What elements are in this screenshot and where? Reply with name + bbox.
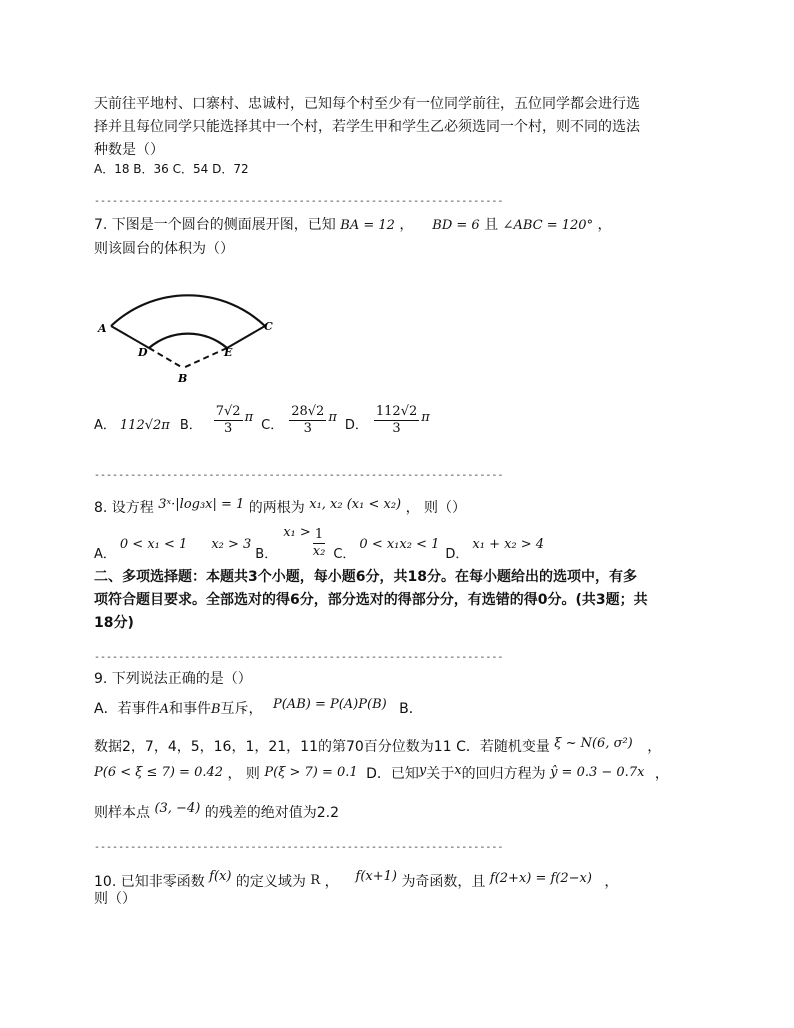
label-e: E: [224, 346, 233, 359]
q7-opt-c-label: C．: [261, 418, 284, 433]
q8-opt-a2: x₂ > 3: [211, 537, 252, 552]
section2-line-2: 项符合题目要求。全部选对的得6分，部分选对的得部分分，有选错的得0分。(共3题；共: [94, 592, 648, 608]
q9-stem: 9. 下列说法正确的是（）: [94, 671, 252, 687]
q7-opt-c-fraction: $\frac{28√2}{3}$: [291, 404, 325, 436]
q8-stem: 8. 设方程 3ˣ·|log₃x| = 1 的两根为 x₁, x₂ (x₁ < x₂) ， 则（）: [94, 497, 467, 516]
q9-sample-point: (3, −4): [154, 801, 201, 816]
q6-line-2: 择并且每位同学只能选择其中一个村，若学生甲和学生乙必须选同一个村，则不同的选法: [94, 119, 640, 135]
q7-stem-line-2: 则该圆台的体积为（）: [94, 241, 234, 257]
label-c: C: [264, 320, 273, 333]
q8-equation: 3ˣ·|log₃x| = 1: [158, 497, 245, 512]
q9-opt-c-d: P(6 < ξ ≤ 7) = 0.42 ， 则 P(ξ > 7) = 0.1 D．已知y关于x的回归方程为 ŷ = 0.3 − 0.7x ，: [94, 763, 669, 782]
q6-options: A．18 B．36 C．54 D．72: [94, 162, 249, 176]
q7-and: 且: [484, 217, 499, 233]
q7-comma-1: ，: [399, 217, 414, 233]
q9-opt-b-label: B．: [399, 701, 423, 717]
label-b: B: [178, 372, 188, 385]
q10-symmetry: f(2+x) = f(2−x): [489, 871, 592, 886]
q8-opt-b-lhs: x₁ >: [283, 525, 311, 540]
q7-angle: ∠ABC = 120°: [502, 218, 594, 233]
separator-1: --------------------------------------------------------------------: [94, 196, 504, 207]
line-ce: [227, 326, 265, 348]
q8-roots: x₁, x₂ (x₁ < x₂): [309, 497, 402, 512]
q7-options: A． 112√2π B． $\frac{7√2}{3}$ π C． $\frac{28√2}{3}$ π D． $\frac{112√2}{3}$ π: [94, 404, 430, 436]
q7-opt-b-label: B．: [179, 418, 202, 433]
q9-opt-d-equation: ŷ = 0.3 − 0.7x: [550, 765, 645, 780]
section2-line-3: 18分): [94, 615, 134, 631]
separator-4: --------------------------------------------------------------------: [94, 842, 504, 853]
separator-2: --------------------------------------------------------------------: [94, 470, 504, 481]
q9-opt-a: A．若事件A和事件B互斥， P(AB) = P(A)P(B) B．: [94, 697, 423, 717]
q9-opt-a-equation: P(AB) = P(A)P(B): [272, 697, 387, 712]
q6-line-1: 天前往平地村、口寨村、忠诚村，已知每个村至少有一位同学前往，五位同学都会进行选: [94, 96, 640, 112]
line-ad: [111, 326, 149, 348]
line-db-dashed: [149, 348, 183, 368]
q9-opt-c-distribution: ξ ~ N(6, σ²): [554, 736, 633, 751]
q10-stem-line-2: 则（）: [94, 891, 136, 907]
inner-arc: [149, 334, 227, 348]
q8-opt-a1: 0 < x₁ < 1: [119, 537, 188, 552]
q10-stem: 10. 已知非零函数 f(x) 的定义域为 R ， f(x+1) 为奇函数，且 f(2+x) = f(2−x) ，: [94, 869, 619, 890]
q7-figure-sector: [94, 272, 284, 390]
line-eb-dashed: [183, 348, 227, 368]
q9-opt-d-line-2: 则样本点 (3, −4) 的残差的绝对值为2.2: [94, 801, 340, 821]
outer-arc: [111, 295, 265, 326]
q10-fx1: f(x+1): [355, 869, 397, 884]
q9-opt-b-c: 数据2，7，4，5，16，1，21，11的第70百分位数为11 C．若随机变量 ξ ~ N(6, σ²) ，: [94, 736, 662, 755]
q7-bd: BD = 6: [432, 218, 480, 233]
q7-ba: BA = 12: [340, 218, 395, 233]
q9-opt-b: 数据2，7，4，5，16，1，21，11的第70百分位数为11: [94, 739, 452, 755]
q7-opt-d-label: D．: [344, 418, 368, 433]
q9-opt-c-p1: P(6 < ξ ≤ 7) = 0.42: [94, 765, 224, 780]
label-a: A: [98, 322, 107, 335]
q8-opt-b-fraction: $\frac{1}{\text{x₂}}$: [312, 527, 326, 559]
q8-options: A． 0 < x₁ < 1 x₂ > 3 B． x₁ > $\frac{1}{\text{x₂}}$ C． 0 < x₁x₂ < 1 D． x₁ + x₂ > 4: [94, 525, 545, 562]
separator-3: --------------------------------------------------------------------: [94, 652, 504, 663]
q8-opt-d: x₁ + x₂ > 4: [472, 537, 545, 552]
q10-fx: f(x): [209, 869, 232, 884]
q7-opt-d-fraction: $\frac{112√2}{3}$: [375, 404, 418, 436]
q9-opt-c-p2: P(ξ > 7) = 0.1: [264, 765, 358, 780]
q7-stem-text: 7. 下图是一个圆台的侧面展开图，已知: [94, 217, 336, 233]
label-d: D: [138, 346, 148, 359]
section2-line-1: 二、多项选择题：本题共3个小题，每小题6分，共18分。在每小题给出的选项中，有多: [94, 569, 637, 585]
q7-comma-2: ，: [597, 217, 612, 233]
q7-opt-a-label: A．: [94, 418, 116, 433]
q7-opt-b-fraction: $\frac{7√2}{3}$: [215, 404, 241, 436]
q8-opt-c: 0 < x₁x₂ < 1: [359, 537, 440, 552]
q6-line-3: 种数是（）: [94, 142, 164, 158]
q7-opt-a: 112√2π: [119, 418, 170, 433]
q7-stem-line-1: [94, 216, 612, 235]
